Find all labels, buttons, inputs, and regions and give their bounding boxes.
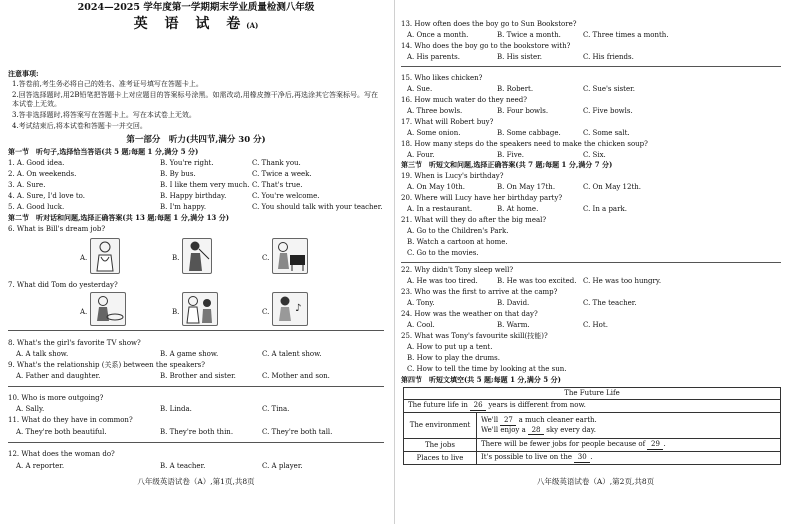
q3-b: B. I like them very much. [160, 181, 250, 189]
q24-c: C. Hot. [583, 321, 608, 329]
page-2 [397, 0, 794, 524]
page-divider [394, 0, 395, 524]
q10-c: C. Tina. [262, 405, 290, 413]
q4-c: C. You're welcome. [252, 192, 320, 200]
q13-b: B. Twice a month. [497, 31, 561, 39]
row3-label: The jobs [404, 439, 477, 452]
q10-a: A. Sally. [16, 405, 45, 413]
q7-divider [8, 330, 384, 331]
row2b-pre: We'll enjoy a [481, 425, 526, 434]
row2a [481, 416, 776, 426]
q22-b: B. He was too excited. [497, 277, 577, 285]
q25-a: A. How to put up a tent. [407, 343, 493, 351]
q2-b: B. By bus. [160, 170, 196, 178]
q13: 13. How often does the boy go to Sun Bookstore? [401, 20, 577, 28]
q17-b: B. Some cabbage. [497, 129, 561, 137]
q8: 8. What's the girl's favorite TV show? [8, 339, 141, 347]
future-life-table [403, 387, 781, 465]
q9-divider [8, 386, 384, 387]
page-1 [0, 0, 392, 524]
q6-label-c: C. [262, 254, 270, 262]
q21: 21. What will they do after the big meal? [401, 216, 547, 224]
q6-pianist-image [272, 238, 308, 274]
q21-b: B. Watch a cartoon at home. [407, 238, 508, 246]
q12-a: A. A reporter. [16, 462, 65, 470]
q11-c: C. They're both tall. [262, 428, 333, 436]
q2-c: C. Twice a week. [252, 170, 312, 178]
page-2-footer: 八年级英语试卷（A）,第2页,共8页 [536, 477, 655, 486]
q9-b: B. Brother and sister. [160, 372, 236, 380]
q7-label-a: A. [80, 308, 88, 316]
q3-a: 3. A. Sure. [8, 181, 46, 189]
q5-c: C. You should talk with your teacher. [252, 203, 383, 211]
table-row-1 [404, 400, 781, 413]
q14-a: A. His parents. [407, 53, 460, 61]
q7-family-image [182, 292, 218, 326]
q14: 14. Who does the boy go to the bookstore with? [401, 42, 571, 50]
table-title: The Future Life [404, 388, 781, 400]
q11-divider [8, 442, 384, 443]
q8-c: C. A talent show. [262, 350, 322, 358]
row2b-tail: sky every day. [546, 425, 596, 434]
q13-c: C. Three times a month. [583, 31, 669, 39]
q25: 25. What was Tony's favourite skill(技能)? [401, 332, 548, 340]
svg-text:♪: ♪ [295, 303, 302, 314]
q21-divider [401, 262, 781, 263]
section1-heading: 第一节 听句子,选择恰当答语(共 5 题;每题 1 分,满分 5 分) [8, 147, 199, 156]
row2a-pre: We'll [481, 415, 499, 424]
q19: 19. When is Lucy's birthday? [401, 172, 504, 180]
q5-a: 5. A. Good luck. [8, 203, 65, 211]
q20-b: B. At home. [497, 205, 539, 213]
row2a-tail: a much cleaner earth. [518, 415, 597, 424]
q13-a: A. Once a month. [407, 31, 469, 39]
q14-c: C. His friends. [583, 53, 634, 61]
q18-c: C. Six. [583, 151, 606, 159]
exam-title-line: 2024—2025 学年度第一学期期末学业质量检测八年级 [77, 2, 315, 13]
q22-a: A. He was too tired. [407, 277, 478, 285]
row4-label: Places to live [404, 452, 477, 465]
q20-c: C. In a park. [583, 205, 627, 213]
q20: 20. Where will Lucy have her birthday party? [401, 194, 563, 202]
q6-doctor-image [90, 238, 120, 274]
row4-tail: . [590, 453, 593, 462]
q16-b: B. Four bowls. [497, 107, 549, 115]
part1-title: 第一部分 听力(共四节,满分 30 分) [126, 135, 266, 145]
q17: 17. What will Robert buy? [401, 118, 494, 126]
row4-pre: It's possible to live on the [481, 453, 572, 462]
q7-music-image [272, 292, 308, 326]
note-3: 3.答非选择题时,将答案写在答题卡上。写在本试卷上无效。 [12, 111, 196, 119]
q9-a: A. Father and daughter. [16, 372, 101, 380]
q7-label-c: C. [262, 308, 270, 316]
q16-a: A. Three bowls. [407, 107, 463, 115]
q14-b: B. His sister. [497, 53, 542, 61]
row3-tail: . [663, 440, 666, 449]
q8-b: B. A game show. [160, 350, 219, 358]
row2-label: The environment [404, 413, 477, 439]
q5-b: B. I'm happy. [160, 203, 207, 211]
q15-b: B. Robert. [497, 85, 534, 93]
q11: 11. What do they have in common? [8, 416, 133, 424]
q17-a: A. Some onion. [407, 129, 461, 137]
q25-c: C. How to tell the time by looking at the sun. [407, 365, 567, 373]
q6-violinist-image [182, 238, 212, 274]
q7: 7. What did Tom do yesterday? [8, 281, 118, 289]
q9-c: C. Mother and son. [262, 372, 330, 380]
q19-b: B. On May 17th. [497, 183, 556, 191]
q6-label-a: A. [80, 254, 88, 262]
blank-28: 28 [528, 426, 544, 436]
table-row-2 [477, 413, 781, 439]
q6-label-b: B. [172, 254, 180, 262]
q23-a: A. Tony. [407, 299, 435, 307]
q6: 6. What is Bill's dream job? [8, 225, 106, 233]
note-2: 2.回答选择题时,用2B铅笔把答题卡上对应题目的答案标号涂黑。如需改动,用橡皮擦干净后,再选涂其它答案标号。写在本试卷上无效。 [12, 91, 378, 108]
q23-c: C. The teacher. [583, 299, 637, 307]
q23: 23. Who was the first to arrive at the camp? [401, 288, 558, 296]
q22-c: C. He was too hungry. [583, 277, 662, 285]
section3-heading: 第三节 听短文和问题,选择正确答案(共 7 题;每题 1 分,满分 7 分) [401, 160, 613, 169]
q15-a: A. Sue. [407, 85, 433, 93]
q24-a: A. Cool. [407, 321, 435, 329]
page-1-footer: 八年级英语试卷（A）,第1页,共8页 [137, 477, 255, 486]
q4-a: 4. A. Sure, I'd love to. [8, 192, 85, 200]
q19-c: C. On May 12th. [583, 183, 642, 191]
row1-tail: years is different from now. [488, 401, 586, 410]
q18-a: A. Four. [407, 151, 435, 159]
q12-b: B. A teacher. [160, 462, 206, 470]
q1-b: B. You're right. [160, 159, 214, 167]
q10-b: B. Linda. [160, 405, 192, 413]
q10: 10. Who is more outgoing? [8, 394, 104, 402]
paper-title-text: 英 语 试 卷 [133, 16, 247, 32]
q8-a: A. A talk show. [16, 350, 69, 358]
blank-29: 29 [647, 440, 663, 450]
row1-label: The future life in [408, 401, 468, 410]
q12: 12. What does the woman do? [8, 450, 115, 458]
paper-title [0, 16, 392, 32]
q7-baking-image [90, 292, 126, 326]
q2-a: 2. A. On weekends. [8, 170, 77, 178]
q21-a: A. Go to the Children's Park. [407, 227, 509, 235]
table-row-3 [477, 439, 781, 452]
notes-heading: 注意事项: [8, 69, 39, 78]
note-1: 1.答卷前,考生务必将自己的姓名、准考证号填写在答题卡上。 [12, 80, 203, 88]
q7-label-b: B. [172, 308, 180, 316]
q11-a: A. They're both beautiful. [16, 428, 107, 436]
q25-b: B. How to play the drums. [407, 354, 500, 362]
q1-a: 1. A. Good idea. [8, 159, 65, 167]
section4-heading: 第四节 听短文填空(共 5 题;每题 1 分,满分 5 分) [401, 375, 561, 384]
q14-divider [401, 66, 781, 67]
q15-c: C. Sue's sister. [583, 85, 635, 93]
q18-b: B. Five. [497, 151, 525, 159]
q24-b: B. Warm. [497, 321, 530, 329]
q20-a: A. In a restaurant. [407, 205, 473, 213]
section2-heading: 第二节 听对话和问题,选择正确答案(共 13 题;每题 1 分,满分 13 分) [8, 213, 230, 222]
q19-a: A. On May 10th. [407, 183, 465, 191]
blank-27: 27 [500, 416, 516, 426]
q16-c: C. Five bowls. [583, 107, 633, 115]
q17-c: C. Some salt. [583, 129, 630, 137]
q22: 22. Why didn't Tony sleep well? [401, 266, 514, 274]
paper-variant: (A) [246, 21, 259, 30]
note-4: 4.考试结束后,将本试卷和答题卡一并交回。 [12, 122, 147, 130]
q12-c: C. A player. [262, 462, 303, 470]
row3-pre: There will be fewer jobs for people because of [481, 440, 646, 449]
q24: 24. How was the weather on that day? [401, 310, 538, 318]
blank-26: 26 [470, 401, 486, 411]
q4-b: B. Happy birthday. [160, 192, 227, 200]
q15: 15. Who likes chicken? [401, 74, 483, 82]
q23-b: B. David. [497, 299, 530, 307]
table-row-4 [477, 452, 781, 465]
q1-c: C. Thank you. [252, 159, 301, 167]
row2b [481, 426, 776, 436]
q16: 16. How much water do they need? [401, 96, 527, 104]
q11-b: B. They're both thin. [160, 428, 234, 436]
q18: 18. How many steps do the speakers need to make the chicken soup? [401, 140, 648, 148]
blank-30: 30 [574, 453, 590, 463]
q21-c: C. Go to the movies. [407, 249, 479, 257]
q9: 9. What's the relationship (关系) between the speakers? [8, 361, 206, 369]
q3-c: C. That's true. [252, 181, 303, 189]
